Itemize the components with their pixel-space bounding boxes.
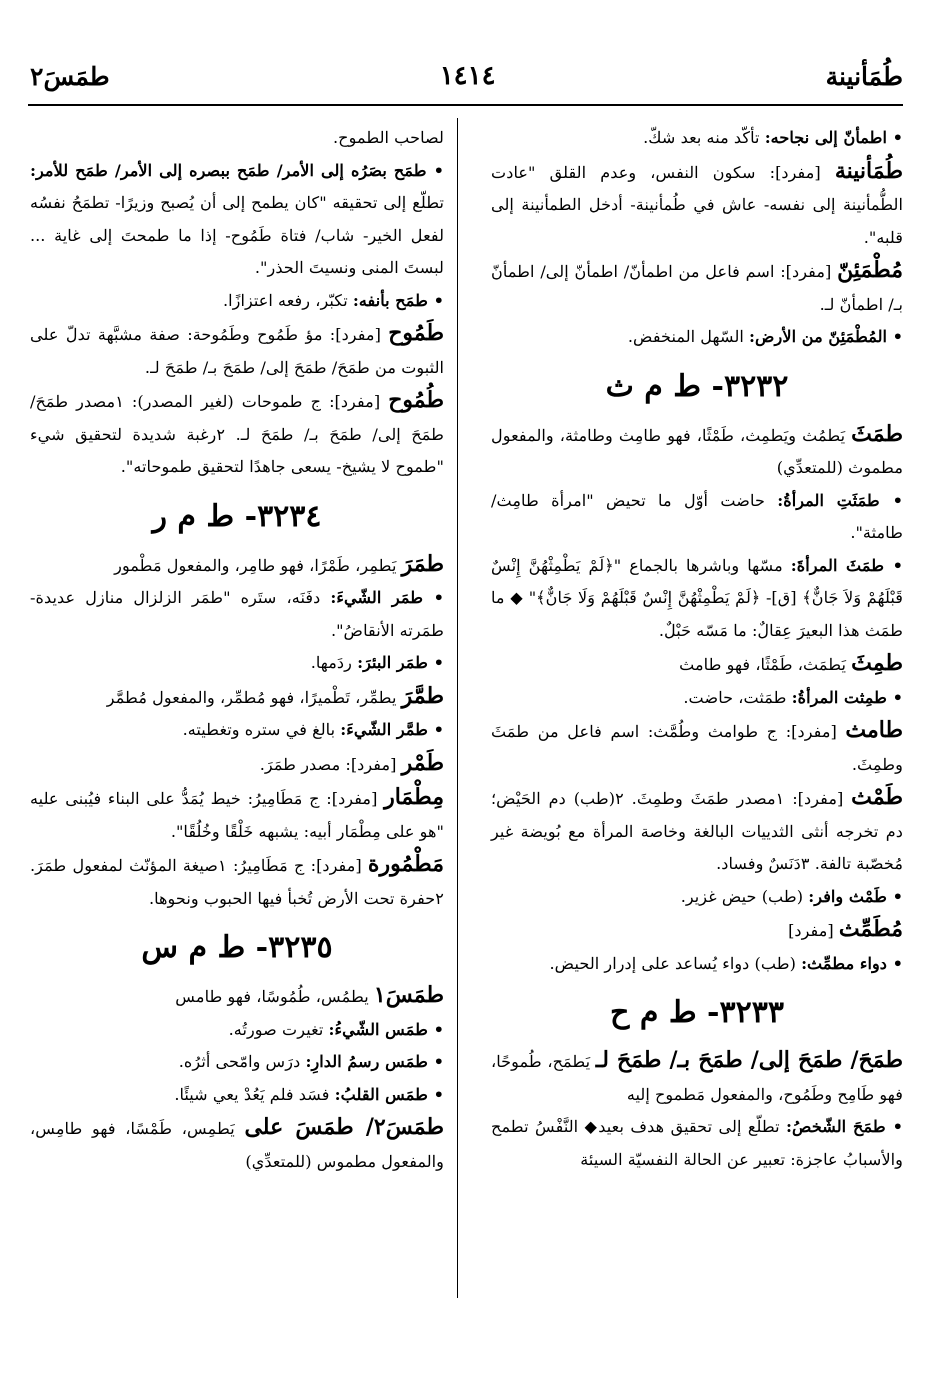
entry-definition: يَطمُث ويَطمِث، طَمْثًا، فهو طامِث وطامثة، والمفعول مطموث (للمتعدِّي) bbox=[491, 425, 903, 477]
entry-definition: يَطمَث، طَمْثًا، فهو طامث bbox=[679, 655, 852, 674]
entry-definition: [مفرد]: ج طموحات (لغير المصدر): ١مصدر طمَحَ/ طمَحَ إلى/ طمَحَ بـ/ طمَحَ لـ. ٢رغبة شديدة لتحقيق شيء "طموح لا يشيخ- يسعى جاهدًا لتحقيق طموحاته". bbox=[30, 392, 444, 476]
usage-example bbox=[491, 682, 903, 715]
entry-headword: طَمْر bbox=[401, 749, 444, 776]
entry-headword: طمَحَ الشّخصُ: bbox=[786, 1117, 886, 1136]
dictionary-entry bbox=[491, 254, 903, 321]
root-section-heading: ٣٢٣٣- ط م ح bbox=[610, 995, 784, 1030]
entry-definition: تأكّد منه بعد شكّ. bbox=[643, 128, 765, 147]
dictionary-entry bbox=[30, 781, 444, 848]
entry-headword: طمَسَ٢/ طمَسَ على bbox=[244, 1114, 444, 1140]
dictionary-entry bbox=[30, 317, 444, 384]
usage-example bbox=[491, 1111, 903, 1176]
entry-headword: طمَحَ/ طمَحَ إلى/ طمَحَ بـ/ طمَحَ لـ bbox=[595, 1047, 903, 1073]
entry-definition: [مفرد]: ج طوامث وطُمَّث: اسم فاعل من طمَثَ وطمِثَ. bbox=[491, 722, 903, 774]
usage-example bbox=[491, 948, 903, 981]
entry-definition: [مفرد] bbox=[788, 921, 839, 940]
entry-definition: يطمُس، طُمُوسًا، فهو طامس bbox=[175, 987, 374, 1006]
entry-definition: [مفرد]: سكون النفس، وعدم القلق "عادت الطُّمأنينة إلى نفسه- عاش في طُمأنينة- أدخل الطمأنينة إلى قلبه". bbox=[491, 162, 903, 247]
page-header bbox=[30, 56, 903, 96]
entry-definition: تغيرت صورتُه. bbox=[228, 1019, 329, 1039]
entry-headword: طمَر الشّيءَ: bbox=[330, 588, 424, 607]
entry-definition: [مفرد]: ١مصدر طمَثَ وطمِثَ. ٢(طب) دم الحَيْض؛ دم تخرجه أنثى الثدييات البالغة وخاصة المرأة مع بُويضة غير مُخصّبة تالفة. ٣دَنَسٌ وفساد. bbox=[491, 789, 903, 873]
entry-headword: طمَسَ١ bbox=[373, 982, 444, 1008]
entry-headword: طَمُوح bbox=[388, 320, 444, 346]
entry-headword: طُمُوح bbox=[388, 387, 444, 413]
usage-example bbox=[491, 550, 903, 648]
entry-headword: طَمْث bbox=[851, 784, 904, 810]
entry-definition: ردَمها. bbox=[310, 653, 358, 672]
entry-definition: حاضت أوّل ما تحيض "امرأة طامِث/ طامثة". bbox=[491, 490, 903, 542]
entry-headword: طمَح بصَرُه إلى الأمر/ طمَح ببصره إلى الأمر/ طمَح للأمر: bbox=[30, 160, 427, 180]
entry-definition: يَطمِر، طَمْرًا، فهو طامِر، والمفعول مَطْمور bbox=[114, 555, 402, 575]
root-section-heading: ٣٢٣٢- ط م ث bbox=[605, 368, 789, 404]
entry-headword: طُمَأنينة bbox=[834, 157, 903, 184]
usage-example bbox=[491, 881, 903, 914]
entry-headword: مُطَمِّث bbox=[838, 916, 903, 942]
entry-definition: [مفرد]: ج مَطَامِيرُ: ١صيغة المؤنّث لمفعول طمَرَ. ٢حفرة تحت الأرض تُخبأ فيها الحبوب ونحوها. bbox=[30, 856, 444, 908]
dictionary-entry bbox=[491, 781, 903, 881]
entry-headword: طامث bbox=[845, 717, 903, 743]
dictionary-entry bbox=[30, 384, 444, 484]
usage-example bbox=[30, 1014, 444, 1047]
entry-headword: طمَح بأنفه: bbox=[352, 290, 429, 310]
usage-example bbox=[30, 155, 444, 285]
header-first-word: طُمَأنينة bbox=[825, 61, 903, 91]
entry-definition: السّهل المنخفض. bbox=[627, 327, 750, 346]
dictionary-entry bbox=[30, 548, 444, 583]
dictionary-entry bbox=[30, 747, 444, 782]
dictionary-entry bbox=[30, 848, 444, 915]
entry-definition: تطلّع إلى تحقيقه "كان يطمح إلى أن يُصبح وزيرًا- تطمَحُ نفسُه لفعل الخير- شاب/ فتاة طَمُوح- إذا ما طمحتَ إلى غاية ... لبستَ المنى ونسيتَ الحذر". bbox=[30, 193, 444, 277]
dictionary-entry bbox=[30, 1111, 444, 1178]
dictionary-entry bbox=[491, 714, 903, 781]
header-rule bbox=[28, 104, 903, 106]
entry-definition: طمَثت، حاضت. bbox=[683, 687, 792, 707]
entry-headword: طمَثَ bbox=[851, 420, 903, 447]
dictionary-entry bbox=[30, 680, 444, 715]
usage-example bbox=[30, 1079, 444, 1112]
usage-example bbox=[491, 122, 903, 155]
usage-example bbox=[30, 647, 444, 680]
right-column bbox=[491, 122, 903, 1176]
entry-headword: طمَّر الشّيءَ: bbox=[340, 720, 429, 739]
entry-headword: مُطْمَئِنّ bbox=[837, 257, 903, 283]
entry-definition: تكبّر، رفعه اعتزازًا. bbox=[222, 290, 353, 310]
entry-definition: تطلّع إلى تحقيق هدف بعيد◆ النَّفْسُ تطمح والأسبابُ عاجزة: تعبير عن الحالة النفسيّة السيئة bbox=[491, 1117, 903, 1169]
entry-headword: طمَرَ bbox=[401, 550, 444, 577]
usage-example bbox=[30, 582, 444, 647]
entry-headword: طمَس القلبُ: bbox=[334, 1084, 429, 1104]
usage-example bbox=[491, 321, 903, 354]
entry-headword: مَطْمُورة bbox=[367, 851, 444, 877]
entry-headword: طمِثت المرأةُ: bbox=[791, 687, 888, 707]
entry-definition: لصاحب الطموح. bbox=[333, 128, 444, 147]
entry-definition: [مفرد]: مؤ طَمُوح وطَمُوحة: صفة مشبَّهة تدلّ على الثبوت من طمَحَ/ طمَحَ إلى/ طمَحَ بـ/ طمَحَ لـ. bbox=[30, 325, 444, 377]
entry-headword: طمِثَ bbox=[851, 650, 903, 676]
left-column bbox=[30, 122, 444, 1178]
page-number: ١٤١٤ bbox=[439, 61, 496, 91]
entry-definition: [مفرد]: مصدر طمَرَ. bbox=[259, 754, 402, 774]
dictionary-entry bbox=[30, 979, 444, 1014]
dictionary-entry bbox=[491, 155, 903, 255]
entry-definition: دفَنَه، ستَره "طمَر الزلزال منازل عديدة- طمَرته الأنقاضُ". bbox=[30, 588, 444, 640]
entry-definition: (طب) حيض غزير. bbox=[680, 886, 809, 906]
dictionary-entry bbox=[491, 913, 903, 948]
dictionary-entry bbox=[491, 418, 903, 485]
entry-headword: طمَس رسمُ الدارِ: bbox=[305, 1052, 429, 1071]
root-section-heading: ٣٢٣٤- ط م ر bbox=[152, 498, 322, 534]
entry-headword: المُطْمَئِنّ من الأرض: bbox=[749, 327, 888, 346]
entry-definition: مسّها وباشرها بالجماع "﴿لَمْ يَطْمِثْهُنَّ إِنْسٌ قَبْلَهُمْ وَلاَ جَانٌّ﴾ [ق]- ﴿لَمْ يَطْمِثْهُنَّ إِنْسٌ قَبْلَهُمْ وَلَا جَانٌّ﴾" ◆ ما طمَث هذا البعيرَ عِقالٌ: ما مَسّه حَبْلٌ. bbox=[491, 555, 903, 640]
entry-headword: اطمأنّ إلى نجاحه: bbox=[764, 128, 888, 147]
entry-headword: طمَّرَ bbox=[401, 682, 444, 709]
entry-definition: درَس وامّحى أثرُه. bbox=[178, 1052, 306, 1071]
header-last-word: طمَسَ٢ bbox=[30, 61, 110, 91]
entry-headword: طمَثَ المرأةَ: bbox=[790, 555, 885, 575]
entry-definition: فسَد فلم يَعُدْ يعي شيئًا. bbox=[174, 1084, 335, 1104]
usage-example bbox=[30, 285, 444, 318]
entry-definition: [مفرد]: اسم فاعل من اطمأنّ/ اطمأنّ إلى/ اطمأنّ بـ/ اطمأنّ لـ. bbox=[491, 262, 903, 314]
entry-headword: دواء مطمِّث: bbox=[801, 953, 888, 973]
column-divider bbox=[457, 118, 458, 1298]
entry-headword: طمَس الشّيءُ: bbox=[328, 1019, 429, 1039]
dictionary-entry bbox=[491, 647, 903, 682]
entry-definition: [مفرد]: ج مَطَامِيرُ: خيط يُمَدُّ على البناء فيُبنى عليه "هو على مِطْمَار أبيه: يشبهه خَلْقًا وخُلُقًا". bbox=[30, 789, 444, 841]
entry-definition: يطمِّر، تَطْميرًا، فهو مُطمِّر، والمفعول مُطمَّر bbox=[106, 687, 402, 707]
entry-headword: طمَر البئرَ: bbox=[357, 653, 429, 672]
entry-definition: يَطمِس، طَمْسًا، فهو طامِس، والمفعول مطموس (للمتعدِّي) bbox=[30, 1119, 444, 1171]
entry-headword: مِطْمَار bbox=[384, 784, 444, 810]
usage-example bbox=[30, 714, 444, 747]
usage-example bbox=[491, 485, 903, 550]
usage-example bbox=[30, 1046, 444, 1079]
text-line bbox=[30, 122, 444, 155]
dictionary-entry bbox=[491, 1044, 903, 1111]
entry-definition: (طب) دواء يُساعد على إدرار الحيض. bbox=[549, 953, 802, 973]
entry-definition: بالغ في ستره وتغطيته. bbox=[182, 720, 341, 739]
root-section-heading: ٣٢٣٥- ط م س bbox=[141, 930, 333, 965]
entry-headword: طَمْث وافر: bbox=[808, 886, 888, 906]
entry-headword: طمَثَتِ المرأةُ: bbox=[777, 490, 880, 510]
entry-definition: يَطمَح، طُموحًا، فهو طَامِح وطَمُوح، والمفعول مَطموح إليه bbox=[491, 1052, 903, 1104]
